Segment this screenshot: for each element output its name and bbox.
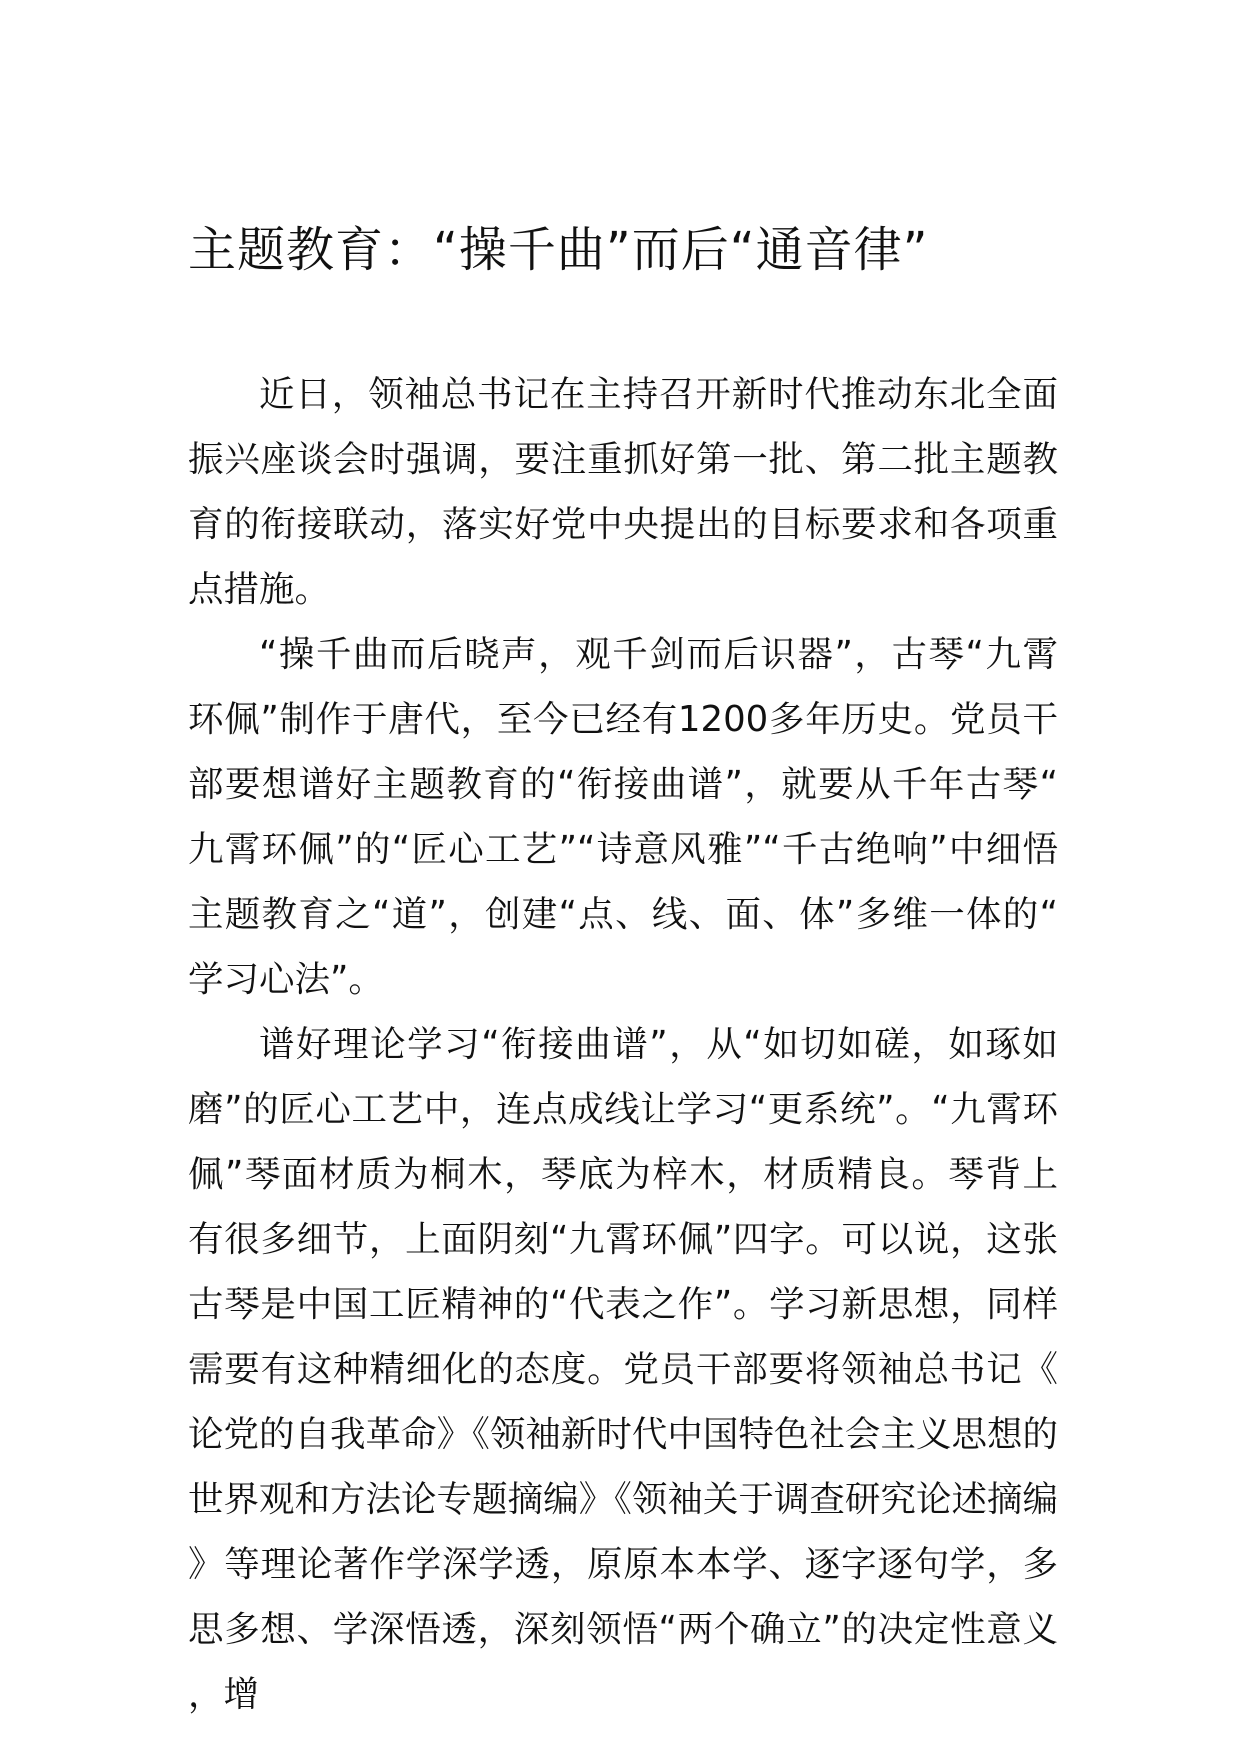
paragraph-1: 近日，领袖总书记在主持召开新时代推动东北全面振兴座谈会时强调，要注重抓好第一批、第二批主题教育的衔接联动，落实好党中央提出的目标要求和各项重点措施。: [188, 374, 1058, 610]
document-title: 主题教育：“操千曲”而后“通音律”: [188, 222, 929, 278]
paragraph-2: “操千曲而后晓声，观千剑而后识器”，古琴“九霄环佩”制作于唐代，至今已经有1200多年历史。党员干部要想谱好主题教育的“衔接曲谱”，就要从千年古琴“九霄环佩”的“匠心工艺”“诗意风雅”“千古绝响”中细悟主题教育之“道”，创建“点、线、面、体”多维一体的“学习心法”。: [188, 634, 1058, 1000]
paragraph-3: 谱好理论学习“衔接曲谱”，从“如切如磋，如琢如磨”的匠心工艺中，连点成线让学习“更系统”。“九霄环佩”琴面材质为桐木，琴底为梓木，材质精良。琴背上有很多细节，上面阴刻“九霄环佩”四字。可以说，这张古琴是中国工匠精神的“代表之作”。学习新思想，同样需要有这种精细化的态度。党员干部要将领袖总书记《论党的自我革命》《领袖新时代中国特色社会主义思想的世界观和方法论专题摘编》《领袖关于调查研究论述摘编》等理论著作学深学透，原原本本学、逐字逐句学，多思多想、学深悟透，深刻领悟“两个确立”的决定性意义，增: [188, 1024, 1058, 1715]
document-body: [188, 362, 1058, 1727]
